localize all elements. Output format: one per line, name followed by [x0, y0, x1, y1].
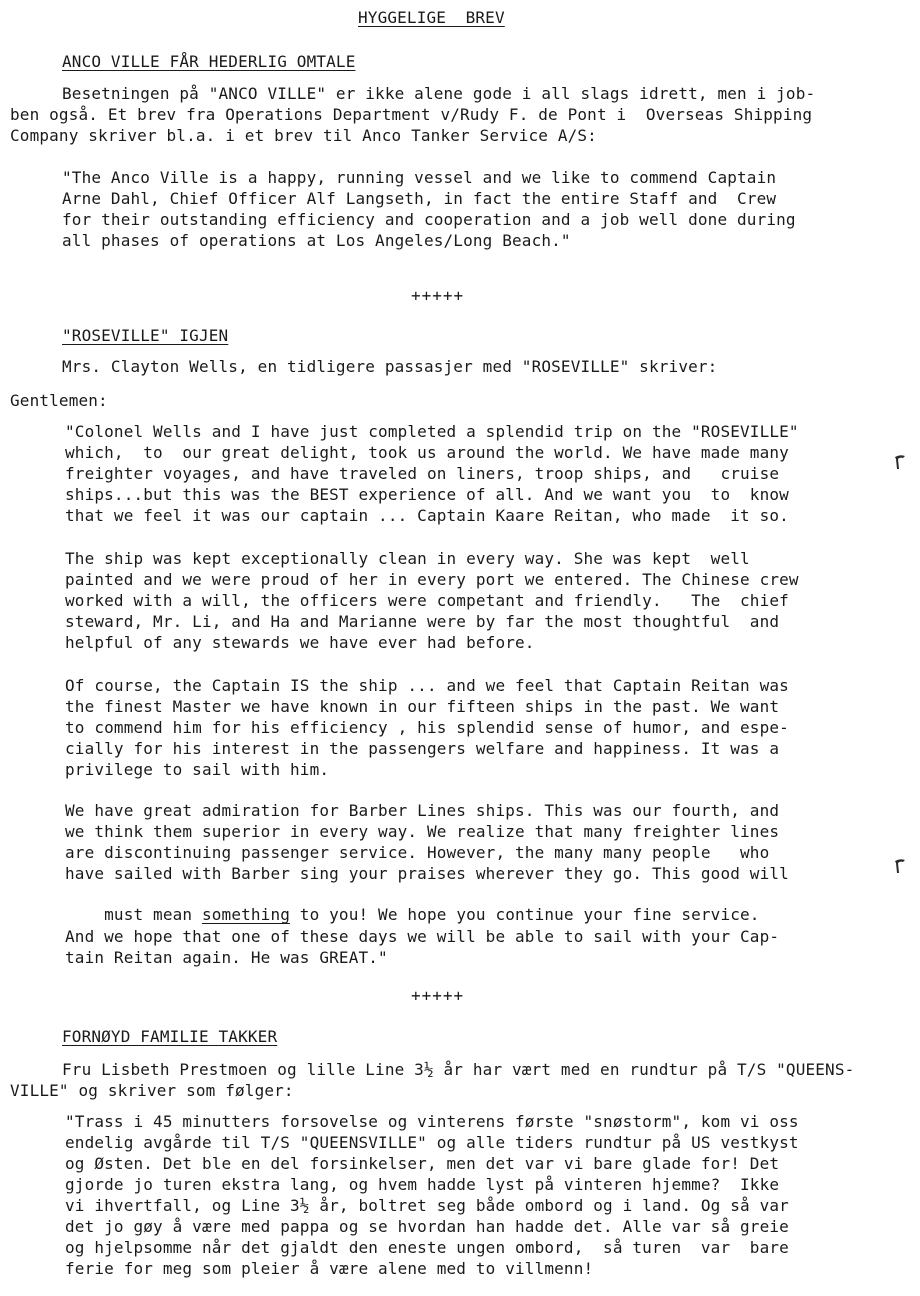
section-heading-anco-ville: ANCO VILLE FÅR HEDERLIG OMTALE	[62, 52, 356, 71]
quote-line: "The Anco Ville is a happy, running vessel and we like to commend Captain	[62, 168, 777, 187]
quote-line: vi ihvertfall, og Line 3½ år, boltret seg både ombord og i land. Og så var	[65, 1196, 789, 1215]
letter-line: The ship was kept exceptionally clean in every way. She was kept well	[65, 549, 750, 568]
quote-line: og hjelpsomme når det gjaldt den eneste ungen ombord, så turen var bare	[65, 1238, 789, 1257]
salutation: Gentlemen:	[10, 391, 108, 410]
letter-line: ships...but this was the BEST experience of all. And we want you to know	[65, 485, 789, 504]
intro-line: Fru Lisbeth Prestmoen og lille Line 3½ år har vært med en rundtur på T/S "QUEENS-	[62, 1060, 855, 1079]
letter-line: painted and we were proud of her in every port we entered. The Chinese crew	[65, 570, 799, 589]
underlined-word: something	[201, 905, 291, 924]
quote-line: det jo gøy å være med pappa og se hvordan han hadde det. Alle var så greie	[65, 1217, 789, 1236]
intro-line: Mrs. Clayton Wells, en tidligere passasjer med "ROSEVILLE" skriver:	[62, 357, 718, 376]
letter-line: helpful of any stewards we have ever had before.	[65, 633, 535, 652]
letter-line: privilege to sail with him.	[65, 760, 330, 779]
quote-line: for their outstanding efficiency and cooperation and a job well done during	[62, 210, 796, 229]
letter-line: have sailed with Barber sing your praises wherever they go. This good will	[65, 864, 789, 883]
letter-line: are discontinuing passenger service. However, the many many people who	[65, 843, 770, 862]
letter-line-end: to you! We hope you continue your fine service.	[290, 905, 760, 924]
quote-line: gjorde jo turen ekstra lang, og hvem hadde lyst på vinteren hjemme? Ikke	[65, 1175, 780, 1194]
letter-line: We have great admiration for Barber Lines ships. This was our fourth, and	[65, 801, 780, 820]
page-title: HYGGELIGE BREV	[358, 8, 505, 27]
intro-line: VILLE" og skriver som følger:	[10, 1081, 294, 1100]
margin-mark-icon	[892, 856, 906, 876]
letter-line: we think them superior in every way. We realize that many freighter lines	[65, 822, 780, 841]
margin-mark-icon	[892, 452, 906, 472]
intro-line: Company skriver bl.a. i et brev til Anco Tanker Service A/S:	[10, 126, 597, 145]
letter-line: And we hope that one of these days we will be able to sail with your Cap-	[65, 927, 780, 946]
section-heading-roseville: "ROSEVILLE" IGJEN	[62, 326, 229, 345]
intro-line: Besetningen på "ANCO VILLE" er ikke alene gode i all slags idrett, men i job-	[62, 84, 816, 103]
letter-line: tain Reitan again. He was GREAT."	[65, 948, 388, 967]
quote-line: all phases of operations at Los Angeles/Long Beach."	[62, 231, 571, 250]
letter-line: that we feel it was our captain ... Captain Kaare Reitan, who made it so.	[65, 506, 789, 525]
section-heading-fornoyd-familie: FORNØYD FAMILIE TAKKER	[62, 1027, 278, 1046]
quote-line: Arne Dahl, Chief Officer Alf Langseth, in fact the entire Staff and Crew	[62, 189, 777, 208]
quote-line: og Østen. Det ble en del forsinkelser, men det var vi bare glade for! Det	[65, 1154, 780, 1173]
letter-line: Of course, the Captain IS the ship ... and we feel that Captain Reitan was	[65, 676, 789, 695]
letter-line: worked with a will, the officers were competant and friendly. The chief	[65, 591, 789, 610]
letter-line-start: must mean	[104, 905, 202, 924]
quote-line: endelig avgårde til T/S "QUEENSVILLE" og alle tiders rundtur på US vestkyst	[65, 1133, 799, 1152]
letter-line: steward, Mr. Li, and Ha and Marianne were by far the most thoughtful and	[65, 612, 780, 631]
letter-line: which, to our great delight, took us around the world. We have made many	[65, 443, 789, 462]
quote-line: ferie for meg som pleier å være alene med to villmenn!	[65, 1259, 594, 1278]
letter-line: to commend him for his efficiency , his splendid sense of humor, and espe-	[65, 718, 789, 737]
letter-line: the finest Master we have known in our fifteen ships in the past. We want	[65, 697, 780, 716]
section-separator: +++++	[411, 986, 465, 1005]
letter-line: cially for his interest in the passengers welfare and happiness. It was a	[65, 739, 780, 758]
section-separator: +++++	[411, 286, 465, 305]
letter-line: freighter voyages, and have traveled on liners, troop ships, and cruise	[65, 464, 780, 483]
letter-line: "Colonel Wells and I have just completed a splendid trip on the "ROSEVILLE"	[65, 422, 799, 441]
intro-line: ben også. Et brev fra Operations Department v/Rudy F. de Pont i Overseas Shipping	[10, 105, 813, 124]
quote-line: "Trass i 45 minutters forsovelse og vinterens første "snøstorm", kom vi oss	[65, 1112, 799, 1131]
